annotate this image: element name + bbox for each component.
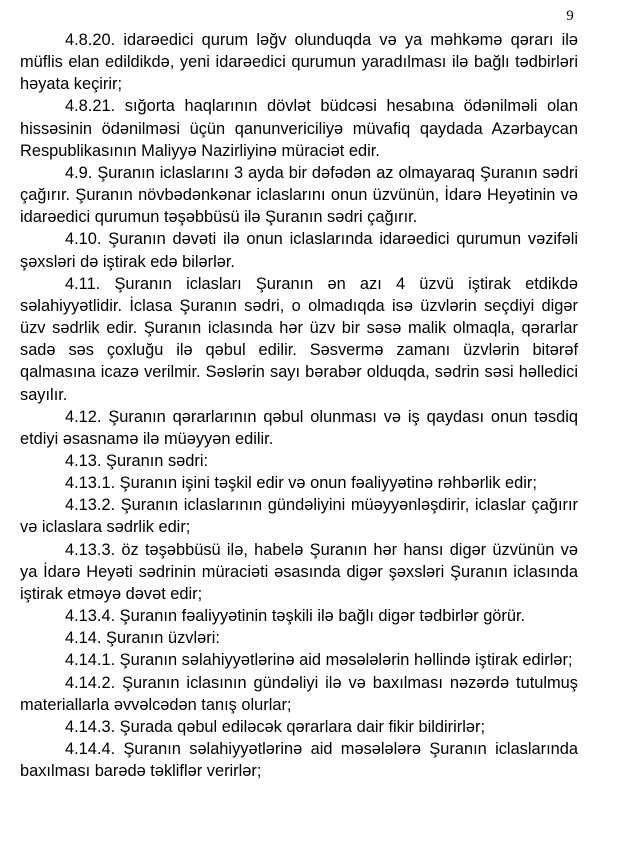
paragraph-4-14-1: 4.14.1. Şuranın səlahiyyətlərinə aid məsələlərin həllində iştirak edirlər;	[65, 651, 573, 670]
paragraph-4-14-2: 4.14.2. Şuranın iclasının gündəliyi ilə və baxılması nəzərdə tutulmuş materiallarla əvvəlcədən tanış olurlar;	[20, 673, 578, 714]
paragraph-4-13-3: 4.13.3. öz təşəbbüsü ilə, habelə Şuranın hər hansı digər üzvünün və ya İdarə Heyəti sədrinin müraciəti əsasında digər şəxsləri Şuranın iclasında iştirak etməyə dəvət edir;	[20, 540, 578, 603]
paragraph-4-13-1: 4.13.1. Şuranın işini təşkil edir və onun fəaliyyətinə rəhbərlik edir;	[65, 474, 537, 493]
paragraph-4-13-2: 4.13.2. Şuranın iclaslarının gündəliyini müəyyənləşdirir, iclaslar çağırır və iclaslara sədrlik edir;	[20, 496, 578, 537]
paragraph-4-13-4: 4.13.4. Şuranın fəaliyyətinin təşkili ilə bağlı digər tədbirlər görür.	[65, 607, 526, 626]
page-number: 9	[566, 8, 574, 24]
paragraph-4-13: 4.13. Şuranın sədri:	[65, 451, 209, 470]
document-body	[20, 29, 578, 782]
paragraph-4-12: 4.12. Şuranın qərarlarının qəbul olunması və iş qaydası onun təsdiq etdiyi əsasnamə ilə müəyyən edilir.	[20, 407, 578, 448]
paragraph-4-10: 4.10. Şuranın dəvəti ilə onun iclaslarında idarəedici qurumun vəzifəli şəxsləri də iştirak edə bilərlər.	[20, 230, 578, 271]
paragraph-4-8-21: 4.8.21. sığorta haqlarının dövlət büdcəsi hesabına ödənilməli olan hissəsinin ödənilməsi üçün qanunvericiliyə müvafiq qaydada Azərbaycan Respublikasının Maliyyə Nazirliyinə müraciət edir.	[20, 97, 578, 160]
paragraph-4-8-20: 4.8.20. idarəedici qurum ləğv olunduqda və ya məhkəmə qərarı ilə müflis elan edildikdə, yeni idarəedici qurumun yaradılması ilə bağlı tədbirləri həyata keçirir;	[20, 31, 578, 94]
paragraph-4-11: 4.11. Şuranın iclasları Şuranın ən azı 4 üzvü iştirak etdikdə səlahiyyətlidir. İclasa Şuranın sədri, o olmadıqda isə üzvlərin seçdiyi digər üzv sədrlik edir. Şuranın iclasında hər üzv bir səsə malik olmaqla, qərarlar sadə səs çoxluğu ilə qəbul edilir. Səsvermə zamanı üzvlərin bitərəf qalmasına icazə verilmir. Səslərin sayı bərabər olduqda, sədrin səsi həlledici sayılır.	[20, 274, 578, 404]
paragraph-4-14: 4.14. Şuranın üzvləri:	[65, 629, 220, 648]
paragraph-4-9: 4.9. Şuranın iclaslarını 3 ayda bir dəfədən az olmayaraq Şuranın sədri çağırır. Şuranın növbədənkənar iclaslarını onun üzvünün, İdarə Heyətinin və idarəedici qurumun təşəbbüsü ilə Şuranın sədri çağırır.	[20, 163, 578, 227]
paragraph-4-14-3: 4.14.3. Şurada qəbul ediləcək qərarlara dair fikir bildirirlər;	[65, 717, 485, 736]
paragraph-4-14-4: 4.14.4. Şuranın səlahiyyətlərinə aid məsələlərə Şuranın iclaslarında baxılması barədə təkliflər verirlər;	[20, 740, 578, 781]
